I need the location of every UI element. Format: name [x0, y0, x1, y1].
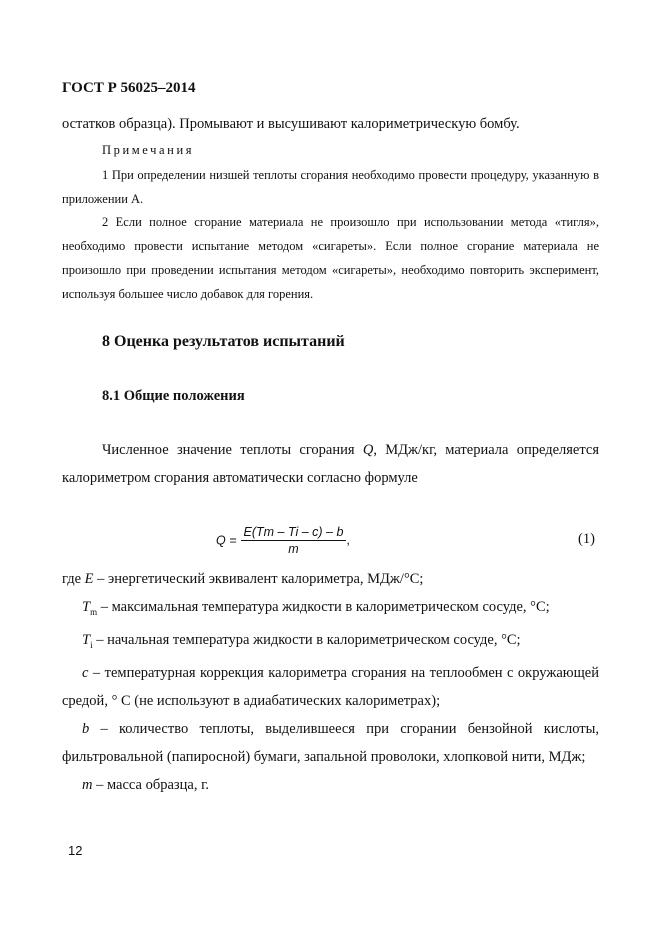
formula-lhs: Q = [216, 533, 237, 548]
intro-paragraph [62, 436, 599, 492]
formula-trailing: , [346, 532, 350, 547]
def-Ti: $T_i$ – начальная температура жидкости в калориметрическом сосуде, °С; [82, 631, 521, 650]
section-8-title: 8 Оценка результатов испытаний [102, 333, 345, 350]
formula-denominator: m [288, 542, 299, 556]
formula-fraction [241, 525, 350, 556]
note-1 [62, 163, 599, 211]
formula-numerator: E(Tm – Ti – c) – b [241, 525, 347, 541]
definitions [62, 565, 599, 799]
def-E: где E – энергетический эквивалент калориметра, МДж/°С; [62, 571, 424, 587]
def-m: m – масса образца, г. [82, 776, 210, 793]
note-2-text: 2 Если полное сгорание материала не произошло при использовании метода «тигля», необходимо провести испытание методом «сигареты». Если полное сгорание материала не произошло при проведении испытания методом «сигареты», необходимо повторить эксперимент, используя большее число добавок для горения. [62, 215, 599, 301]
intro-symbol: Q [362, 442, 374, 458]
continuation-text: остатков образца). Промывают и высушивают калориметрическую бомбу. [62, 116, 520, 132]
note-2 [62, 210, 599, 306]
def-Tm: $T_m$ – максимальная температура жидкости в калориметрическом сосуде, °С; [82, 599, 550, 617]
intro-part1: Численное значение теплоты сгорания [102, 442, 363, 458]
def-b: b – количество теплоты, выделившееся при сгорании бензойной кислоты, фильтровальной (папиросной) бумаги, запальной проволоки, хлопковой нити, МДж; [62, 720, 599, 765]
equation-number: (1) [578, 531, 595, 547]
notes-heading: Примечания [102, 143, 195, 157]
page-number: 12 [68, 843, 83, 858]
section-8-1-title: 8.1 Общие положения [102, 388, 245, 404]
def-c: c – температурная коррекция калориметра сгорания на теплообмен с окружающей средой, ° С (не используют в адиабатических калориметрах); [62, 664, 599, 709]
intro-part2: , МДж/кг, материала определяется калориметром сгорания автоматически согласно формуле [62, 442, 599, 486]
document-header: ГОСТ Р 56025–2014 [62, 80, 196, 96]
note-1-text: 1 При определении низшей теплоты сгорания необходимо провести процедуру, указанную в приложении А. [62, 168, 599, 206]
formula [216, 525, 350, 556]
